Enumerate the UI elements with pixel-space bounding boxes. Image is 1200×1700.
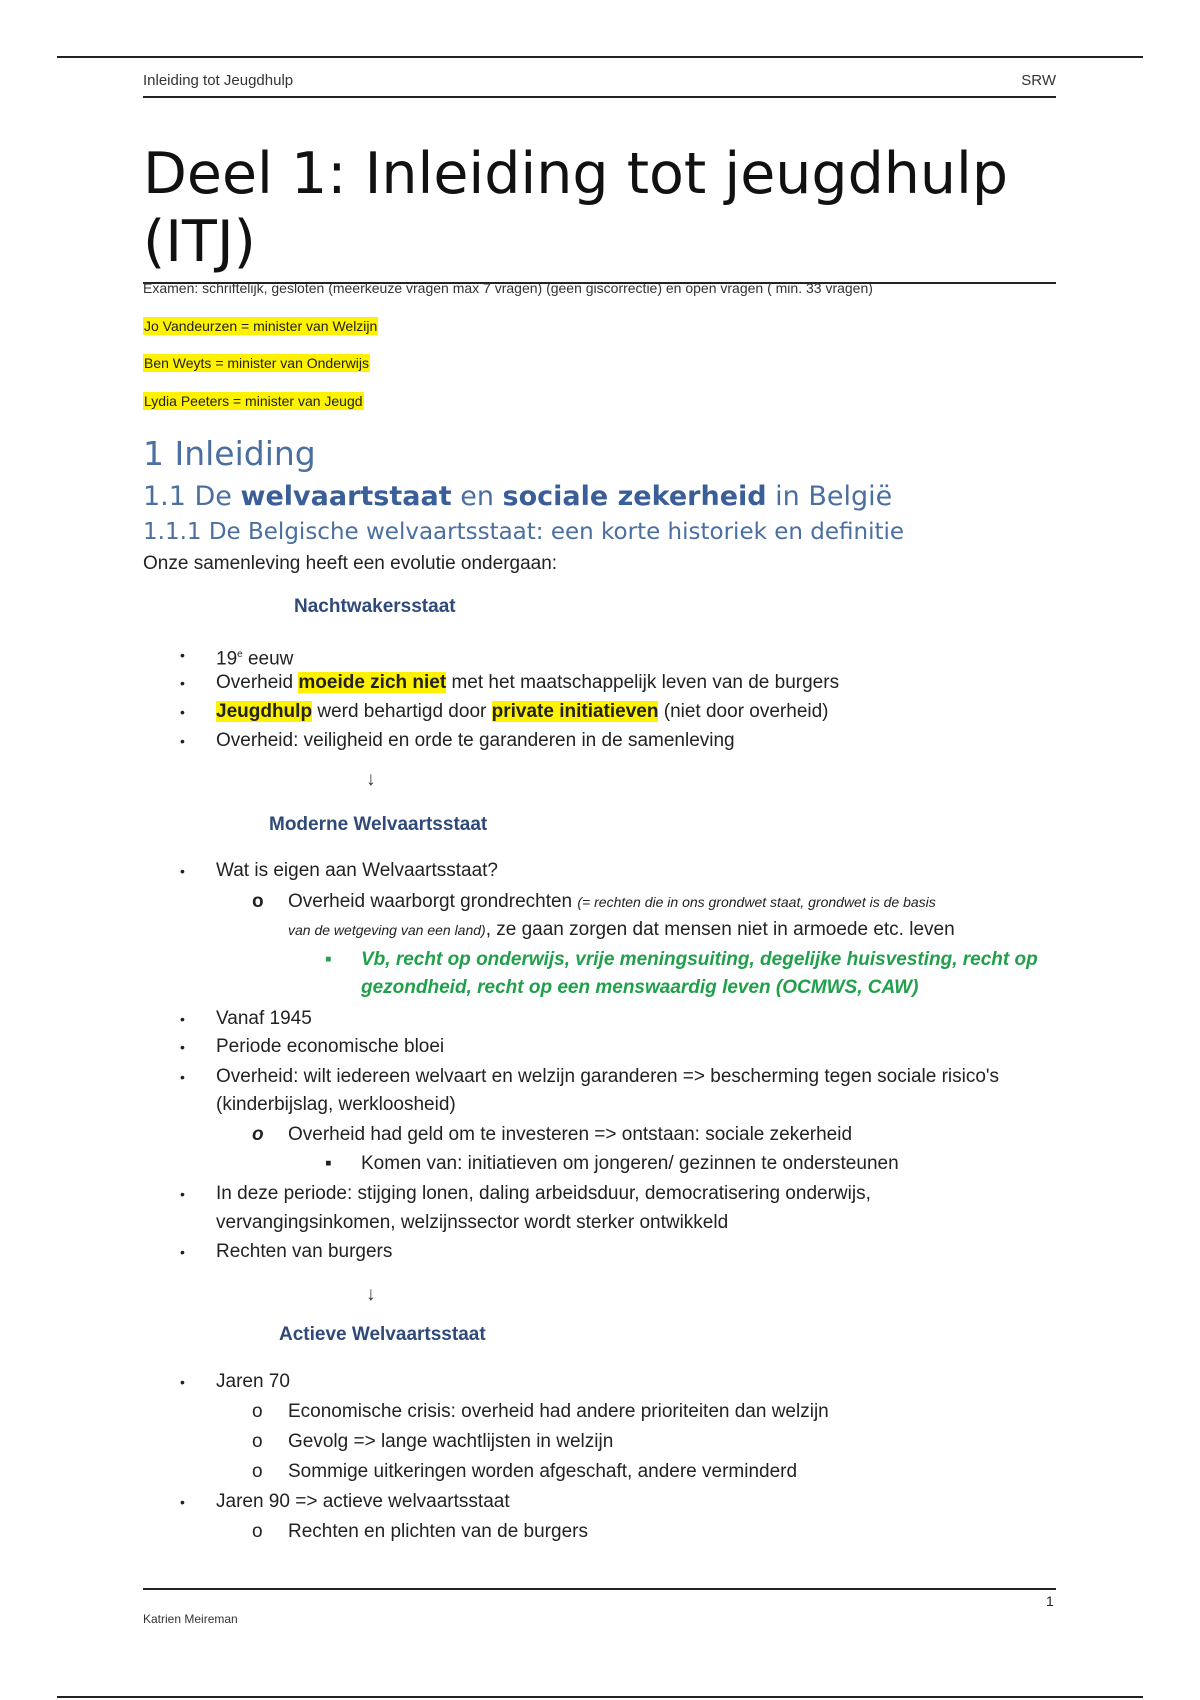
example-text: Vb, recht op onderwijs, vrije meningsuiting, degelijke huisvesting, recht op (361, 949, 1038, 970)
list-item: Periode economische bloei (216, 1036, 445, 1057)
sub-bullet: o (252, 1431, 263, 1452)
footer-rule (143, 1588, 1056, 1590)
list-item: Overheid: wilt iedereen welvaart en welzijn garanderen => bescherming tegen sociale risico's (216, 1066, 1000, 1087)
bullet: • (180, 675, 185, 691)
list-item: Jaren 90 => actieve welvaartsstaat (216, 1491, 510, 1512)
minister-line: Ben Weyts = minister van Onderwijs (144, 355, 369, 371)
section-title-nachtwakersstaat: Nachtwakersstaat (294, 596, 456, 617)
tertiary-bullet: ▪ (325, 1153, 332, 1174)
bullet: • (180, 1039, 185, 1055)
bullet: • (180, 647, 185, 663)
example-text-continued: gezondheid, recht op een menswaardig leven (OCMWS, CAW) (361, 977, 919, 998)
sub-bullet: o (252, 1461, 263, 1482)
list-item: Gevolg => lange wachtlijsten in welzijn (288, 1431, 614, 1452)
bullet: • (180, 733, 185, 749)
header-left: Inleiding tot Jeugdhulp (143, 72, 294, 89)
list-item: Overheid moeide zich niet met het maatschappelijk leven van de burgers (216, 672, 840, 693)
list-item: Sommige uitkeringen worden afgeschaft, andere verminderd (288, 1461, 798, 1482)
bullet: • (180, 1069, 185, 1085)
bullet: • (180, 1244, 185, 1260)
list-item-continued: vervangingsinkomen, welzijnssector wordt sterker ontwikkeld (216, 1212, 729, 1233)
list-item: Overheid waarborgt grondrechten (= rechten die in ons grondwet staat, grondwet is de basis (288, 891, 936, 912)
sub-bullet: o (252, 891, 264, 912)
bullet: • (180, 1186, 185, 1202)
exam-info: Examen: schriftelijk, gesloten (meerkeuze vragen max 7 vragen) (geen giscorrectie) en open vragen ( min. 33 vragen) (143, 280, 873, 296)
bullet: • (180, 1494, 185, 1510)
list-item: Rechten van burgers (216, 1241, 393, 1262)
bullet: • (180, 863, 185, 879)
document-title: Deel 1: Inleiding tot jeugdhulp (ITJ) (143, 140, 1056, 284)
list-item: Jaren 70 (216, 1371, 290, 1392)
list-item: In deze periode: stijging lonen, daling arbeidsduur, democratisering onderwijs, (216, 1183, 871, 1204)
list-item: Vanaf 1945 (216, 1008, 312, 1029)
section-title-moderne-welvaartsstaat: Moderne Welvaartsstaat (269, 814, 488, 835)
tertiary-bullet: ▪ (325, 949, 332, 970)
minister-line: Jo Vandeurzen = minister van Welzijn (144, 318, 378, 334)
heading-1-1-1: 1.1.1 De Belgische welvaartsstaat: een korte historiek en definitie (143, 519, 905, 545)
list-item: Economische crisis: overheid had andere prioriteiten dan welzijn (288, 1401, 829, 1422)
header-right: SRW (1021, 72, 1056, 89)
list-item: 19e eeuw (216, 648, 294, 670)
minister-line: Lydia Peeters = minister van Jeugd (144, 393, 363, 409)
sub-bullet: o (252, 1521, 263, 1542)
footer-author: Katrien Meireman (143, 1612, 238, 1626)
section-title-actieve-welvaartsstaat: Actieve Welvaartsstaat (279, 1324, 486, 1345)
list-item: Rechten en plichten van de burgers (288, 1521, 588, 1542)
bottom-page-border (57, 1696, 1143, 1698)
list-item: Overheid: veiligheid en orde te garanderen in de samenleving (216, 730, 735, 751)
sub-bullet: o (252, 1124, 264, 1145)
down-arrow-icon: ↓ (366, 1284, 376, 1305)
list-item-continued: (kinderbijslag, werkloosheid) (216, 1094, 456, 1115)
top-page-border (57, 56, 1143, 58)
bullet: • (180, 704, 185, 720)
list-item: Overheid had geld om te investeren => ontstaan: sociale zekerheid (288, 1124, 853, 1145)
heading-1: 1 Inleiding (143, 434, 316, 473)
page-header (143, 72, 1056, 98)
list-item: Wat is eigen aan Welvaartsstaat? (216, 860, 498, 881)
bullet: • (180, 1011, 185, 1027)
sub-bullet: o (252, 1401, 263, 1422)
list-item: Komen van: initiatieven om jongeren/ gezinnen te ondersteunen (361, 1153, 899, 1174)
bullet: • (180, 1374, 185, 1390)
heading-1-1: 1.1 De welvaartstaat en sociale zekerheid in België (143, 481, 893, 512)
intro-text: Onze samenleving heeft een evolutie ondergaan: (143, 553, 558, 574)
list-item: Jeugdhulp werd behartigd door private initiatieven (niet door overheid) (216, 701, 829, 722)
down-arrow-icon: ↓ (366, 769, 376, 790)
list-item-continued: van de wetgeving van een land), ze gaan zorgen dat mensen niet in armoede etc. leven (288, 919, 955, 940)
page-number: 1 (1046, 1593, 1054, 1609)
